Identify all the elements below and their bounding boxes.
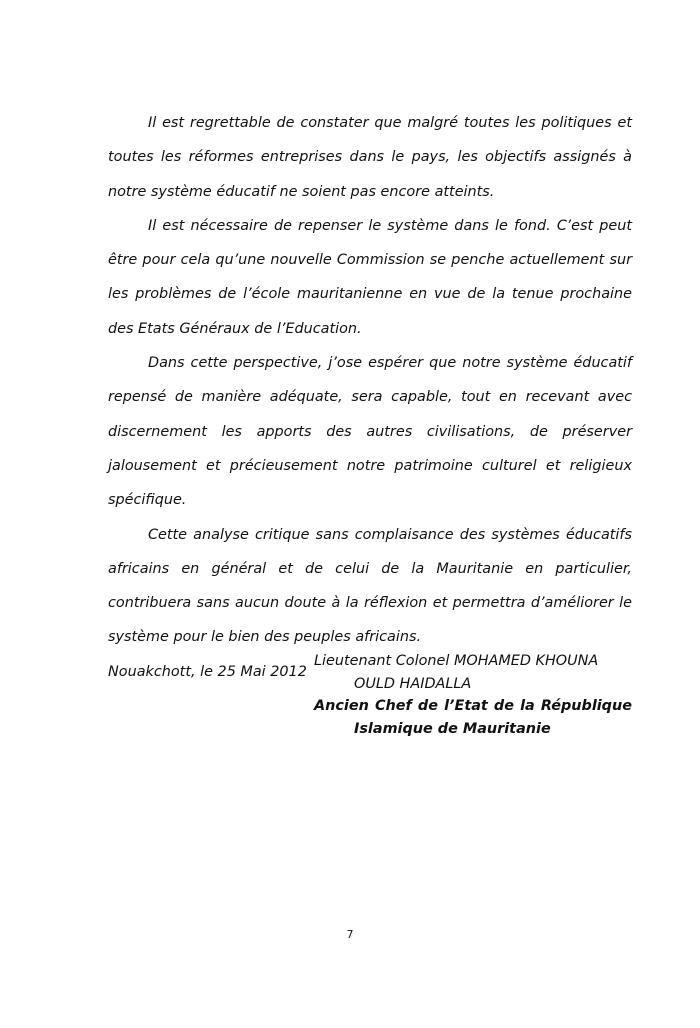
paragraph-2: Il est nécessaire de repenser le système dans le fond. C’est peut être pour cela qu’une nouvelle Commission se penche actuellement sur les problèmes de l’école mauritanienne en vue de la tenue prochaine des Etats Généraux de l’Education. xyxy=(108,217,632,337)
signature-name-line-1: Lieutenant Colonel MOHAMED KHOUNA xyxy=(314,653,599,669)
place-date: Nouakchott, le 25 Mai 2012 xyxy=(108,663,307,680)
body-text xyxy=(108,106,632,689)
paragraph-1: Il est regrettable de constater que malgré toutes les politiques et toutes les réformes entreprises dans le pays, les objectifs assignés à notre système éducatif ne soient pas encore atteints. xyxy=(108,115,632,200)
signature-name-line-2: OULD HAIDALLA xyxy=(354,675,472,692)
page-number: 7 xyxy=(346,928,354,941)
signature-block xyxy=(314,650,632,740)
paragraph-4: Cette analyse critique sans complaisance des systèmes éducatifs africains en général et de celui de la Mauritanie en particulier, contribuera sans aucun doute à la réflexion et permettra d’améliorer le système pour le bien des peuples africains. xyxy=(108,526,632,646)
paragraph-3: Dans cette perspective, j’ose espérer que notre système éducatif repensé de manière adéquate, sera capable, tout en recevant avec discernement les apports des autres civilisations, de préserver jalousement et précieusement notre patrimoine culturel et religieux spécifique. xyxy=(108,355,632,509)
signature-title-line-2: Islamique de Mauritanie xyxy=(354,720,551,737)
signature-title-line-1: Ancien Chef de l’Etat de la République xyxy=(314,698,632,714)
